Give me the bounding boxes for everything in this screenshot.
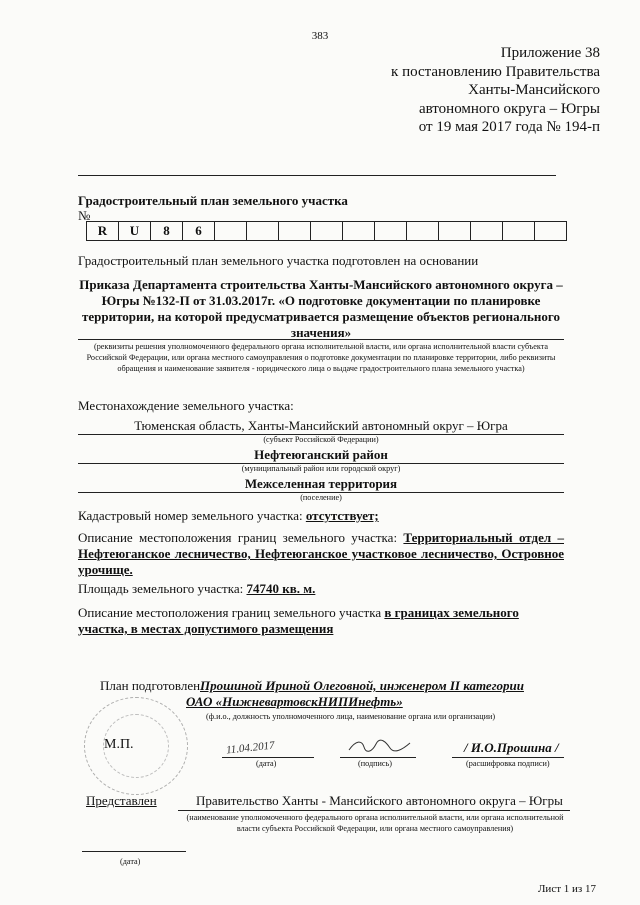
number-cell <box>215 222 247 241</box>
signature-line <box>340 757 416 758</box>
location-label: Местонахождение земельного участка: <box>78 398 294 413</box>
sheet-counter: Лист 1 из 17 <box>537 883 596 895</box>
appendix-line: от 19 мая 2017 года № 194-п <box>418 119 600 135</box>
number-cell: 6 <box>183 222 215 241</box>
prepared-caption: (ф.и.о., должность уполномоченного лица, наименование органа или организации) <box>206 712 496 721</box>
number-cell <box>439 222 471 241</box>
number-cell <box>279 222 311 241</box>
number-cell <box>311 222 343 241</box>
area-label: Площадь земельного участка: <box>78 581 244 596</box>
borders-value: Территориальный отдел – Нефтеюганское лесничество, Нефтеюганское участковое лесничество, Островное урочище. <box>78 530 564 577</box>
area-value: 74740 кв. м. <box>246 581 316 596</box>
appendix-line: Ханты-Мансийского <box>468 82 600 98</box>
plan-number-label: № <box>78 208 91 223</box>
stamp-mark: М.П. <box>104 737 134 752</box>
area-row <box>78 581 564 597</box>
prepared-label: План подготовлен <box>100 678 201 693</box>
decoding-line <box>452 757 564 758</box>
signature-caption: (подпись) <box>358 759 392 768</box>
signature-decoding: / И.О.Прошина / <box>464 740 559 755</box>
presented-date-caption: (дата) <box>120 857 141 866</box>
presented-underline <box>178 810 570 811</box>
district-caption: (муниципальный район или городской округ) <box>241 464 401 473</box>
presented-value: Правительство Ханты - Мансийского автономного округа – Югры <box>196 793 563 808</box>
appendix-line: к постановлению Правительства <box>391 63 600 80</box>
prepared-name-line2: ОАО «НижневартовскНИПИнефть» <box>186 694 403 709</box>
handwritten-signature <box>346 738 414 754</box>
appendix-line: Приложение 38 <box>500 45 600 61</box>
number-cell <box>375 222 407 241</box>
presented-label: Представлен <box>86 793 157 808</box>
separator-line <box>78 175 556 176</box>
decoding-caption: (расшифровка подписи) <box>466 759 550 768</box>
district-value: Нефтеюганский район <box>254 447 388 462</box>
plan-number-grid <box>86 221 567 241</box>
date-line <box>222 757 314 758</box>
handwritten-date: 11.04.2017 <box>225 739 276 757</box>
seal-stamp <box>84 697 188 795</box>
cadastral-value: отсутствует; <box>305 508 379 523</box>
presented-caption: (наименование уполномоченного федерального органа исполнительной власти, или органа исполнительной власти субъекта Российской Федерации, или органа местного самоуправления) <box>186 813 564 833</box>
prepared-name-line1: Прошиной Ириной Олеговной, инженером II категории <box>200 678 524 693</box>
basis-label: Градостроительный план земельного участка подготовлен на основании <box>78 253 479 268</box>
appendix-block <box>391 44 600 137</box>
borders2-row <box>78 605 564 637</box>
date-caption: (дата) <box>256 759 277 768</box>
settlement-value: Межселенная территория <box>244 476 398 491</box>
cadastral-label: Кадастровый номер земельного участка: <box>78 508 303 523</box>
page-number: 383 <box>311 30 329 42</box>
date-underline <box>82 851 186 852</box>
settlement-caption: (поселение) <box>300 493 342 502</box>
number-cell: 8 <box>151 222 183 241</box>
basis-caption: (реквизиты решения уполномоченного федерального органа исполнительной власти, или органа исполнительной власти субъекта Российской Федерации, или органа местного самоуправления о подготовке документации по планировке территории, либо реквизиты обращения и наименование заявителя - юридического лица о выдаче градостроительного плана земельного участка) <box>86 342 556 373</box>
appendix-line: автономного округа – Югры <box>418 100 600 117</box>
number-cell: U <box>119 222 151 241</box>
number-cell <box>471 222 503 241</box>
borders-label: Описание местоположения границ земельного участка: <box>78 530 398 545</box>
number-cell <box>407 222 439 241</box>
plan-title: Градостроительный план земельного участка <box>78 193 348 208</box>
number-cell <box>343 222 375 241</box>
subject-value: Тюменская область, Ханты-Мансийский автономный округ – Югра <box>134 418 508 433</box>
borders2-label: Описание местоположения границ земельного участка <box>78 605 382 620</box>
number-cell: R <box>87 222 119 241</box>
subject-caption: (субъект Российской Федерации) <box>263 435 379 444</box>
borders-row <box>78 530 564 578</box>
number-cell <box>535 222 567 241</box>
number-cell <box>503 222 535 241</box>
basis-underline <box>78 339 564 340</box>
cadastral-row <box>78 508 564 524</box>
basis-text: Приказа Департамента строительства Ханты-Мансийского автономного округа – Югры №132-П от 31.03.2017г. «О подготовке документации по планировке территории, на которой предусматривается размещение объектов регионального значения» <box>79 277 563 340</box>
number-cell <box>247 222 279 241</box>
borders2-value: в границах земельного участка, в местах допустимого размещения <box>78 605 519 636</box>
